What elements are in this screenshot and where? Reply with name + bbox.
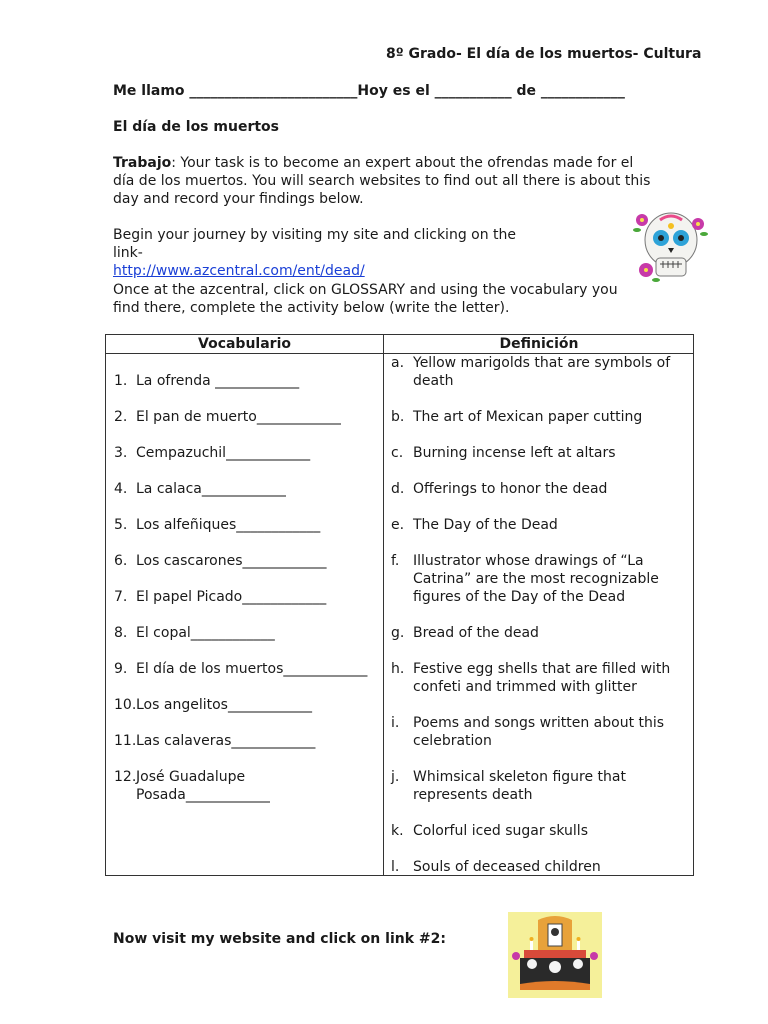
definition-letter: d.	[391, 481, 405, 497]
definition-letter: g.	[391, 625, 405, 641]
vocab-number: 1.	[114, 373, 128, 389]
definition-letter: k.	[391, 823, 404, 839]
column-divider	[383, 335, 384, 875]
definition-text: Colorful iced sugar skulls	[413, 823, 588, 839]
sugar-skull-image	[632, 206, 710, 286]
definition-letter: a.	[391, 355, 405, 371]
vocab-term: Los angelitos____________	[136, 697, 312, 713]
vocab-number: 8.	[114, 625, 128, 641]
journey-text: Begin your journey by visiting my site and clicking on the link-	[113, 227, 517, 261]
definition-letter: h.	[391, 661, 405, 677]
footer-text: Now visit my website and click on link #2	[113, 931, 441, 947]
azcentral-link[interactable]: http://www.azcentral.com/ent/dead/	[113, 263, 365, 279]
footer-suffix: :	[440, 931, 446, 947]
vocab-number: 6.	[114, 553, 128, 569]
vocab-term: Los cascarones____________	[136, 553, 327, 569]
vocab-term: La calaca____________	[136, 481, 286, 497]
definition-letter: l.	[391, 859, 400, 875]
definition-letter: e.	[391, 517, 405, 533]
definition-letter: j.	[391, 769, 400, 785]
definition-column-header: Definición	[499, 336, 579, 352]
definition-letter: i.	[391, 715, 400, 731]
definition-text: The art of Mexican paper cutting	[413, 409, 643, 425]
vocab-term: José Guadalupe	[136, 769, 246, 785]
vocab-number: 7.	[114, 589, 128, 605]
definition-text: Bread of the dead	[413, 625, 539, 641]
definition-letter: b.	[391, 409, 405, 425]
vocab-term: Cempazuchil____________	[136, 445, 311, 461]
course-title: 8º Grado- El día de los muertos- Cultura	[386, 46, 702, 62]
definition-text: The Day of the Dead	[413, 517, 558, 533]
vocab-term: Las calaveras____________	[136, 733, 316, 749]
vocab-column-header: Vocabulario	[198, 336, 291, 352]
definition-text: Souls of deceased children	[413, 859, 601, 875]
vocab-term: El día de los muertos____________	[136, 661, 368, 677]
altar-image	[508, 912, 602, 998]
definition-letter: c.	[391, 445, 404, 461]
task-label: Trabajo	[113, 155, 172, 171]
vocab-term-line2: Posada____________	[136, 787, 270, 803]
definition-text: Illustrator whose drawings of “La Catrina” are the most recognizable figures of the Day of the Dead	[413, 553, 659, 605]
vocab-number: 12.	[114, 769, 137, 785]
vocab-number: 5.	[114, 517, 128, 533]
footer-instruction	[113, 931, 446, 947]
definition-text: Yellow marigolds that are symbols of death	[413, 355, 671, 389]
definition-text: Offerings to honor the dead	[413, 481, 608, 497]
vocab-number: 9.	[114, 661, 128, 677]
name-date-line: Me llamo ________________________Hoy es el ___________ de ____________	[113, 83, 625, 99]
journey-paragraph	[113, 226, 533, 280]
task-paragraph	[113, 154, 653, 208]
task-text: : Your task is to become an expert about the ofrendas made for el día de los muertos. You will search websites to find out all there is about this day and record your findings below.	[113, 155, 651, 207]
vocab-number: 4.	[114, 481, 128, 497]
definition-text: Poems and songs written about this celebration	[413, 715, 665, 749]
vocab-term: La ofrenda ____________	[136, 373, 300, 389]
vocab-number: 3.	[114, 445, 128, 461]
vocab-number: 10.	[114, 697, 137, 713]
definition-text: Burning incense left at altars	[413, 445, 616, 461]
definition-letter: f.	[391, 553, 400, 569]
vocab-number: 11.	[114, 733, 137, 749]
vocab-number: 2.	[114, 409, 128, 425]
vocab-term: El pan de muerto____________	[136, 409, 341, 425]
vocab-term: El papel Picado____________	[136, 589, 327, 605]
glossary-instructions: Once at the azcentral, click on GLOSSARY and using the vocabulary you find there, complete the activity below (write the letter).	[113, 282, 618, 316]
definition-text: Festive egg shells that are filled with confeti and trimmed with glitter	[413, 661, 671, 695]
vocab-term: Los alfeñiques____________	[136, 517, 321, 533]
vocab-term: El copal____________	[136, 625, 275, 641]
definition-text: Whimsical skeleton figure that represents death	[413, 769, 626, 803]
vocabulary-table	[105, 334, 694, 876]
section-title: El día de los muertos	[113, 119, 279, 135]
